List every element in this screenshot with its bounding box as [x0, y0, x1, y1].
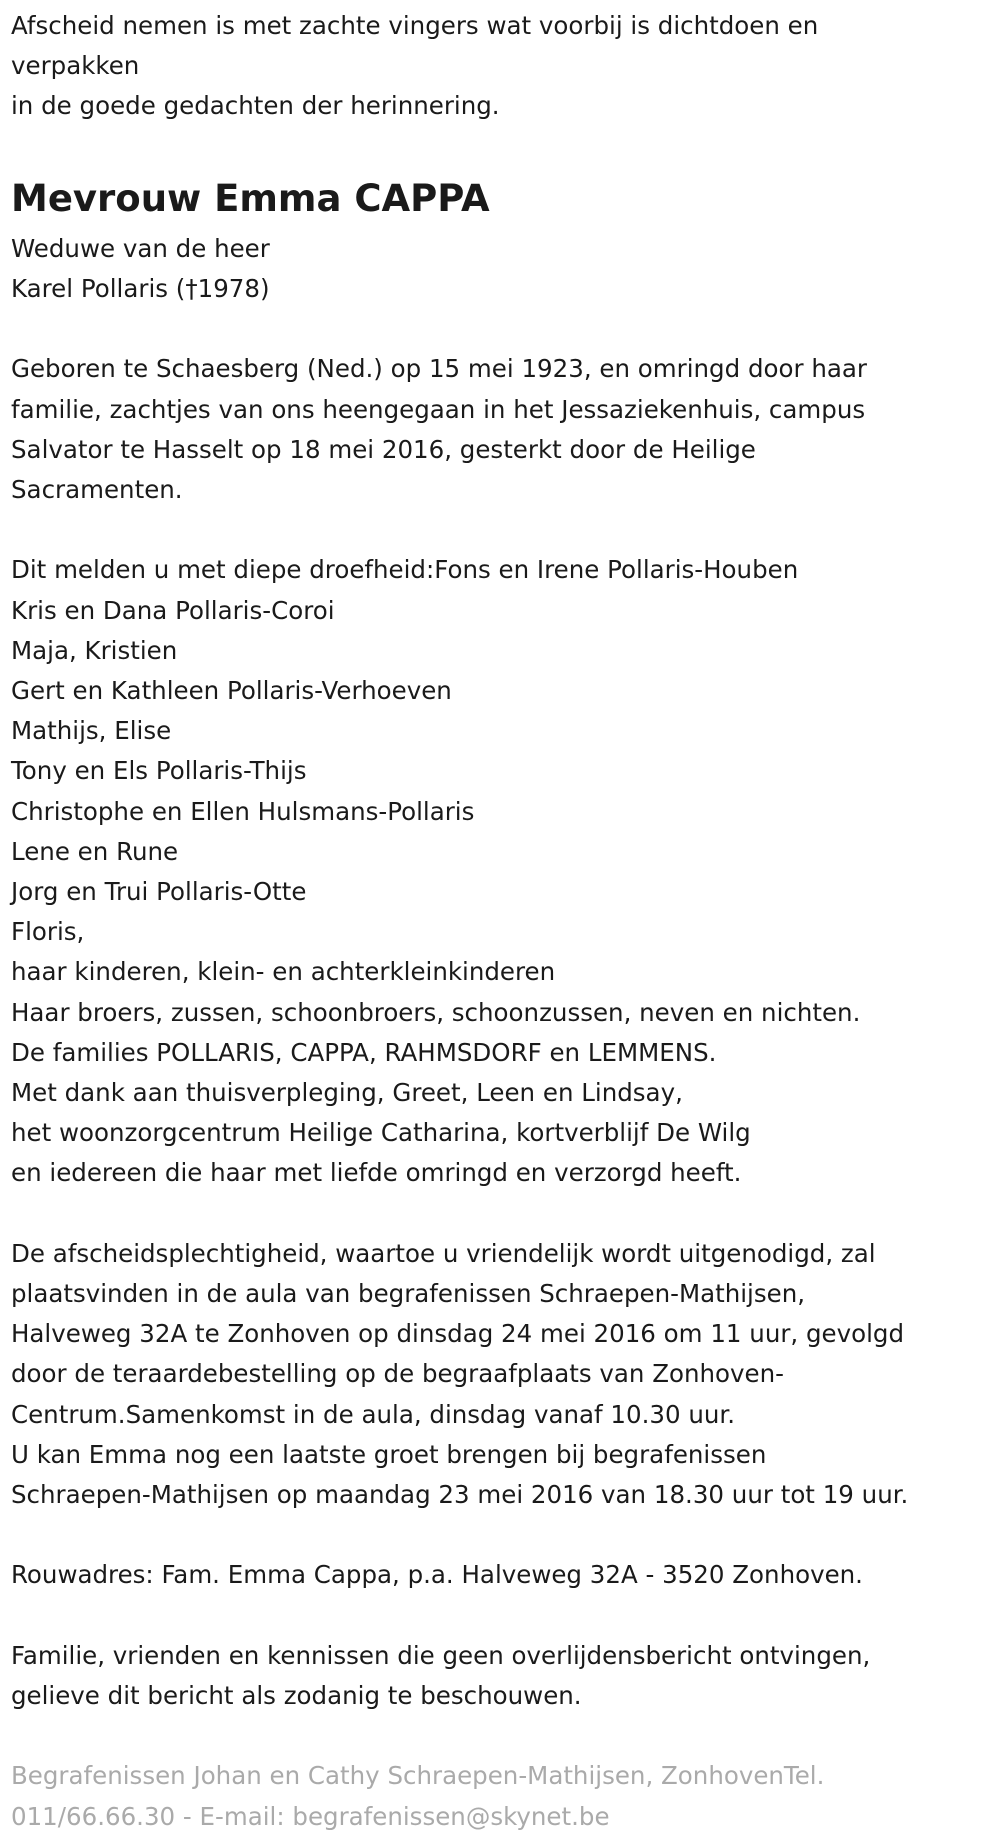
family-line: Haar broers, zussen, schoonbroers, schoonzussen, neven en nichten.: [11, 997, 861, 1027]
spacer: [11, 1596, 989, 1636]
verse-line: in de goede gedachten der herinnering.: [11, 91, 500, 121]
funeral-home-footer: [11, 1756, 989, 1836]
mourning-address: Rouwadres: Fam. Emma Cappa, p.a. Halveweg 32A - 3520 Zonhoven.: [11, 1560, 863, 1590]
footer-line: 011/66.66.30 - E-mail: begrafenissen@skynet.be: [11, 1801, 610, 1831]
family-block: [11, 550, 989, 1193]
widow-line: Weduwe van de heer: [11, 233, 270, 263]
family-line: het woonzorgcentrum Heilige Catharina, kortverblijf De Wilg: [11, 1118, 751, 1148]
spacer: [11, 1515, 989, 1555]
ceremony-line: Schraepen-Mathijsen op maandag 23 mei 2016 van 18.30 uur tot 19 uur.: [11, 1480, 909, 1510]
footer-line: Begrafenissen Johan en Cathy Schraepen-Mathijsen, ZonhovenTel.: [11, 1761, 825, 1791]
spacer: [11, 1194, 989, 1234]
birth-death-line: Geboren te Schaesberg (Ned.) op 15 mei 1923, en omringd door haar: [11, 354, 867, 384]
family-line: Floris,: [11, 917, 85, 947]
deceased-block: [11, 169, 989, 309]
spacer: [11, 309, 989, 349]
birth-death-line: Sacramenten.: [11, 475, 183, 504]
deceased-name: Mevrouw Emma CAPPA: [11, 176, 490, 220]
spacer: [11, 510, 989, 550]
widow-line: Karel Pollaris (†1978): [11, 274, 270, 303]
notice-block: [11, 1636, 989, 1716]
spacer: [11, 1716, 989, 1756]
verse-line: verpakken: [11, 51, 140, 81]
birth-death-block: [11, 349, 989, 510]
family-line: Gert en Kathleen Pollaris-Verhoeven: [11, 676, 452, 705]
family-line: Dit melden u met diepe droefheid:Fons en Irene Pollaris-Houben: [11, 555, 799, 585]
birth-death-line: familie, zachtjes van ons heengegaan in het Jessaziekenhuis, campus: [11, 394, 866, 424]
ceremony-line: De afscheidsplechtigheid, waartoe u vriendelijk wordt uitgenodigd, zal: [11, 1238, 876, 1268]
family-line: haar kinderen, klein- en achterkleinkinderen: [11, 957, 556, 987]
notice-line: gelieve dit bericht als zodanig te beschouwen.: [11, 1681, 582, 1711]
family-line: Lene en Rune: [11, 836, 179, 866]
ceremony-line: door de teraardebestelling op de begraafplaats van Zonhoven-: [11, 1359, 784, 1389]
family-line: en iedereen die haar met liefde omringd en verzorgd heeft.: [11, 1158, 742, 1188]
family-line: De families POLLARIS, CAPPA, RAHMSDORF en LEMMENS.: [11, 1037, 717, 1067]
family-line: Kris en Dana Pollaris-Coroi: [11, 595, 335, 625]
ceremony-block: [11, 1234, 989, 1515]
family-line: Christophe en Ellen Hulsmans-Pollaris: [11, 796, 475, 826]
family-line: Met dank aan thuisverpleging, Greet, Leen en Lindsay,: [11, 1078, 683, 1108]
spacer: [11, 127, 989, 167]
family-line: Maja, Kristien: [11, 635, 178, 665]
family-line: Tony en Els Pollaris-Thijs: [11, 756, 307, 786]
ceremony-line: U kan Emma nog een laatste groet brengen bij begrafenissen: [11, 1439, 767, 1469]
ceremony-line: Centrum.Samenkomst in de aula, dinsdag vanaf 10.30 uur.: [11, 1399, 736, 1429]
verse-line: Afscheid nemen is met zachte vingers wat voorbij is dichtdoen en: [11, 11, 819, 40]
birth-death-line: Salvator te Hasselt op 18 mei 2016, gesterkt door de Heilige: [11, 434, 756, 464]
ceremony-line: Halveweg 32A te Zonhoven op dinsdag 24 mei 2016 om 11 uur, gevolgd: [11, 1319, 905, 1349]
family-line: Mathijs, Elise: [11, 716, 172, 746]
verse-block: [11, 6, 989, 127]
ceremony-line: plaatsvinden in de aula van begrafenissen Schraepen-Mathijsen,: [11, 1279, 806, 1309]
notice-line: Familie, vrienden en kennissen die geen overlijdensbericht ontvingen,: [11, 1640, 871, 1670]
family-line: Jorg en Trui Pollaris-Otte: [11, 877, 307, 907]
